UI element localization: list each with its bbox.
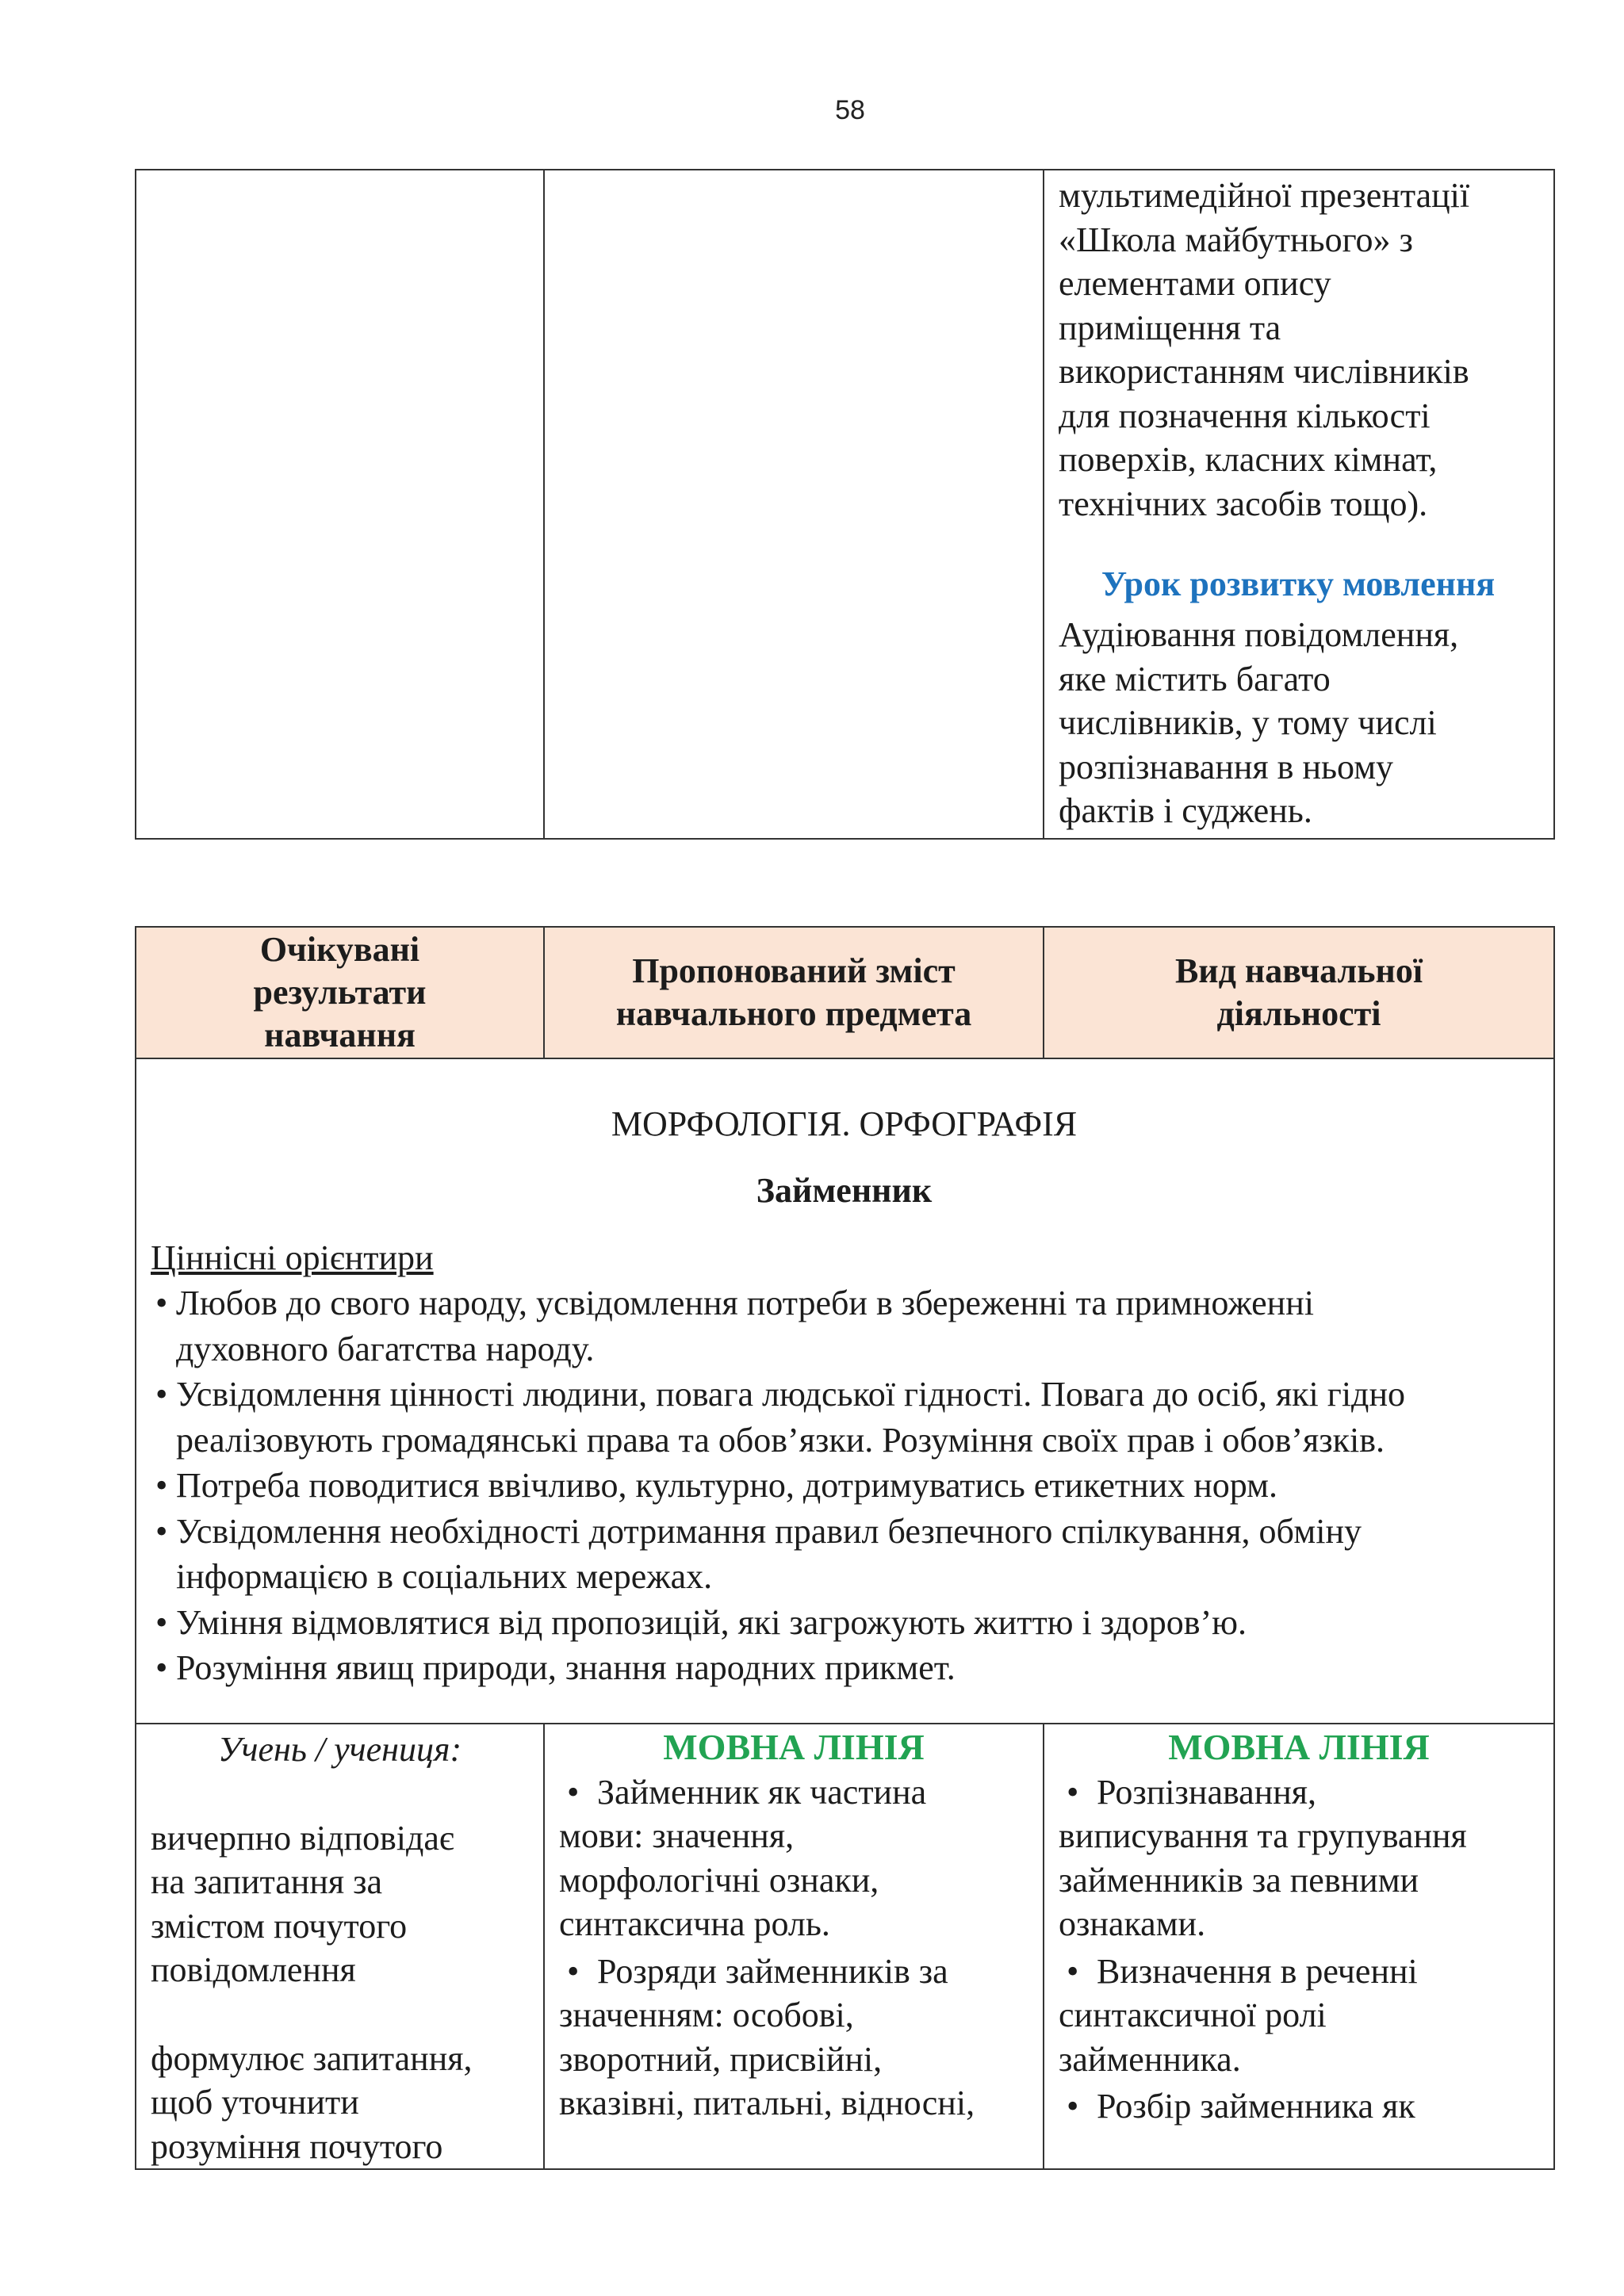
list-line: Розбір займенника як <box>1097 2087 1415 2126</box>
values-list <box>151 1280 1538 1691</box>
section-row <box>136 1058 1554 1724</box>
list-line: займенників за певними <box>1059 1860 1419 1900</box>
bullet-icon: • <box>567 1772 580 1812</box>
activity-cell <box>1044 1724 1554 2170</box>
list-line: Розуміння явищ природи, знання народних прикмет. <box>176 1648 956 1687</box>
content-heading: МОВНА ЛІНІЯ <box>663 1726 925 1767</box>
list-line: Визначення в реченні <box>1097 1951 1418 1991</box>
details-row <box>136 1724 1554 2170</box>
header-proposed-content <box>544 927 1044 1058</box>
list-line: виписування та групування <box>1059 1816 1467 1855</box>
text-line: розуміння почутого <box>151 2126 443 2166</box>
bullet-icon: • <box>155 1375 168 1414</box>
content-cell <box>544 1724 1044 2170</box>
section-cell <box>136 1058 1554 1724</box>
activity-list <box>1044 1770 1553 2129</box>
text-line: мультимедійної презентації <box>1059 176 1470 215</box>
activity-text-2 <box>1059 613 1538 833</box>
list-line: зворотний, присвійні, <box>559 2039 883 2079</box>
text-line: приміщення та <box>1059 308 1281 347</box>
values-label: Ціннісні орієнтири <box>151 1238 434 1277</box>
continuation-table <box>135 169 1555 840</box>
header-line: діяльності <box>1216 994 1381 1033</box>
text-line: вичерпно відповідає <box>151 1818 454 1858</box>
list-line: Розпізнавання, <box>1097 1772 1317 1812</box>
activity-text-1 <box>1059 174 1538 526</box>
bullet-icon: • <box>567 1951 580 1991</box>
list-line: Усвідомлення необхідності дотримання правил безпечного спілкування, обміну <box>176 1511 1362 1551</box>
student-label: Учень / учениця: <box>217 1729 462 1769</box>
text-line: щоб уточнити <box>151 2083 359 2122</box>
section-title: МОРФОЛОГІЯ. ОРФОГРАФІЯ <box>611 1104 1078 1143</box>
header-line: навчання <box>264 1016 416 1054</box>
text-line: використанням числівників <box>1059 352 1469 391</box>
header-activity-type <box>1044 927 1554 1058</box>
text-line: технічних засобів тощо). <box>1059 484 1428 523</box>
list-item <box>151 1600 1538 1646</box>
list-line: Любов до свого народу, усвідомлення потреби в збереженні та примноженні <box>176 1284 1314 1322</box>
text-line: повідомлення <box>151 1950 356 1989</box>
bullet-icon: • <box>155 1511 168 1551</box>
list-item <box>151 1509 1538 1600</box>
list-line: Усвідомлення цінності людини, повага людської гідності. Повага до осіб, які гідно <box>176 1375 1405 1414</box>
content-list <box>545 1770 1043 2126</box>
result-item <box>136 2037 543 2169</box>
list-line: синтаксична роль. <box>559 1904 830 1943</box>
header-line: результати <box>253 973 427 1012</box>
lesson-heading: Урок розвитку мовлення <box>1101 564 1496 603</box>
text-line: елементами опису <box>1059 264 1331 303</box>
section-subtitle: Займенник <box>756 1171 933 1210</box>
table-header-row <box>136 927 1554 1058</box>
text-line: яке містить багато <box>1059 659 1331 698</box>
curriculum-table <box>135 926 1555 2170</box>
bullet-icon: • <box>1067 1951 1079 1991</box>
list-line: синтаксичної ролі <box>1059 1996 1327 2034</box>
header-line: Пропонований зміст <box>632 951 956 990</box>
list-line: займенника. <box>1059 2039 1241 2079</box>
list-line: вказівні, питальні, відносні, <box>559 2084 975 2122</box>
text-line: Аудіювання повідомлення, <box>1059 615 1459 654</box>
header-line: Очікувані <box>259 930 420 969</box>
bullet-icon: • <box>155 1284 168 1322</box>
list-item <box>559 1950 1030 2126</box>
list-item <box>1059 2084 1541 2129</box>
text-line: розпізнавання в ньому <box>1059 747 1394 786</box>
text-line: числівників, у тому числі <box>1059 703 1437 742</box>
bullet-icon: • <box>1067 2087 1079 2126</box>
header-line: навчального предмета <box>615 994 972 1033</box>
list-item <box>151 1645 1538 1691</box>
list-line: реалізовують громадянські права та обов’язки. Розуміння своїх прав і обов’язків. <box>176 1420 1385 1460</box>
list-line: значенням: особові, <box>559 1996 854 2034</box>
list-line: інформацією в соціальних мережах. <box>176 1557 713 1596</box>
text-line: фактів і суджень. <box>1059 791 1312 830</box>
list-line: ознаками. <box>1059 1904 1206 1943</box>
list-item <box>1059 1770 1541 1946</box>
page-number: 58 <box>835 95 865 125</box>
activity-cell <box>1044 170 1554 839</box>
list-line: духовного багатства народу. <box>176 1329 595 1368</box>
list-line: Розряди займенників за <box>597 1951 948 1991</box>
empty-content-cell <box>544 170 1044 839</box>
empty-results-cell <box>136 170 544 839</box>
bullet-icon: • <box>155 1466 168 1505</box>
list-item <box>151 1463 1538 1509</box>
text-line: «Школа майбутнього» з <box>1059 220 1413 259</box>
text-line: формулює запитання, <box>151 2038 473 2078</box>
text-line: змістом почутого <box>151 1906 408 1946</box>
text-line: на запитання за <box>151 1862 383 1901</box>
list-item <box>151 1372 1538 1463</box>
header-expected-results <box>136 927 544 1058</box>
activity-heading: МОВНА ЛІНІЯ <box>1168 1726 1430 1767</box>
list-line: морфологічні ознаки, <box>559 1860 879 1900</box>
list-line: Уміння відмовлятися від пропозицій, які загрожують життю і здоров’ю. <box>176 1602 1247 1642</box>
text-line: поверхів, класних кімнат, <box>1059 440 1438 479</box>
expected-results-cell <box>136 1724 544 2170</box>
result-item <box>136 1816 543 1992</box>
text-line: для позначення кількості <box>1059 396 1431 435</box>
bullet-icon: • <box>1067 1772 1079 1812</box>
list-item <box>1059 1950 1541 2082</box>
list-line: Займенник як частина <box>597 1772 927 1812</box>
list-item <box>559 1770 1030 1946</box>
list-line: Потреба поводитися ввічливо, культурно, дотримуватись етикетних норм. <box>176 1466 1277 1505</box>
bullet-icon: • <box>155 1602 168 1642</box>
bullet-icon: • <box>155 1648 168 1687</box>
list-line: мови: значення, <box>559 1816 795 1855</box>
header-line: Вид навчальної <box>1174 951 1423 990</box>
list-item <box>151 1280 1538 1372</box>
